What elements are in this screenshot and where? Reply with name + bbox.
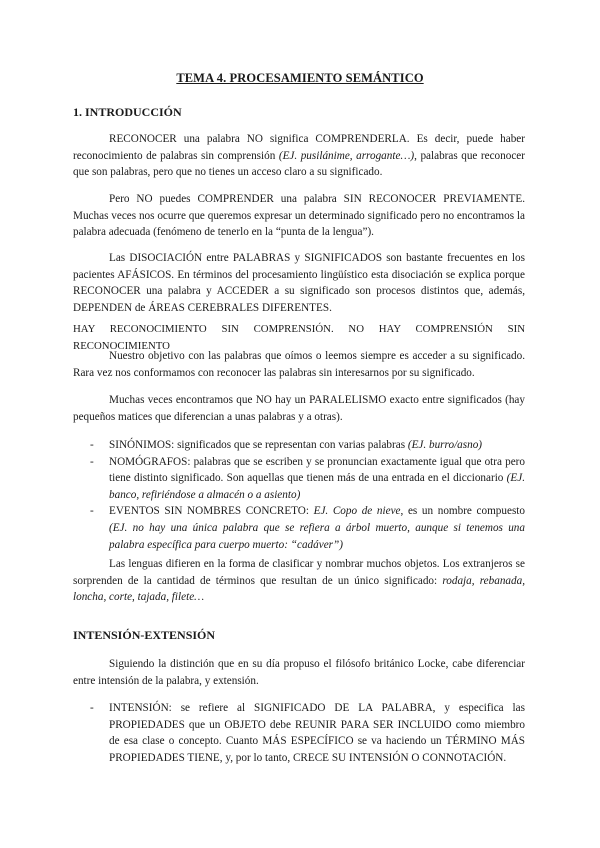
example-text: (EJ. no hay una única palabra que se refiera a árbol muerto, aunque si tenemos una palabra específica para cuerpo muerto: “cadáver”)	[109, 521, 525, 551]
paragraph-caps-statement: HAY RECONOCIMIENTO SIN COMPRENSIÓN. NO HAY COMPRENSIÓN SIN RECONOCIMIENTO	[73, 323, 525, 352]
example-text: (EJ. pusilánime, arrogante…)	[278, 149, 415, 162]
list-item-sinonimos	[73, 437, 525, 454]
text-run: INTENSIÓN: se refiere al SIGNIFICADO DE LA PALABRA, y especifica las PROPIEDADES que un OBJETO debe REUNIR PARA SER INCLUIDO como miembro de esa clase o concepto. Cuanto MÁS ESPECÍFICO se va haciendo un TÉRMINO MÁS PROPIEDADES TIENE, y, por lo tanto, CRECE SU INTENSIÓN O CONNOTACIÓN.	[109, 702, 525, 764]
list-dash: -	[90, 505, 94, 518]
page-title: TEMA 4. PROCESAMIENTO SEMÁNTICO	[176, 71, 424, 85]
paragraph-reconocer	[73, 131, 525, 181]
list-item-nomografos	[73, 454, 525, 504]
section-heading-intension-extension: INTENSIÓN-EXTENSIÓN	[73, 628, 216, 642]
list-dash: -	[90, 439, 94, 451]
example-text: EJ. Copo de nieve	[313, 505, 401, 518]
paragraph-disociacion: Las DISOCIACIÓN entre PALABRAS y SIGNIFICADOS son bastante frecuentes en los pacientes AFÁSICOS. En términos del procesamiento lingüístico esta disociación se explica porque RECONOCER una palabra y ACCEDER a su significado son procesos distintos que, además, DEPENDEN de ÁREAS CEREBRALES DIFERENTES.	[73, 252, 525, 314]
example-text: rodaja, rebanada, loncha, corte, tajada, filete…	[73, 574, 525, 604]
list-dash: -	[90, 455, 94, 468]
intension-list	[73, 700, 525, 766]
paragraph-objetivo: Nuestro objetivo con las palabras que oímos o leemos siempre es acceder a su significado. Rara vez nos conformamos con reconocer las palabras sin interesarnos por su significado.	[73, 350, 525, 379]
text-run: SINÓNIMOS: significados que se representan con varias palabras	[109, 439, 408, 451]
text-run: , palabras que reconocer que son palabras, pero que no tienes un acceso claro a su significado.	[73, 149, 525, 179]
paragraph-lenguas	[73, 556, 525, 606]
text-run: Las lenguas difieren en la forma de clasificar y nombrar muchos objetos. Los extranjeros se sorprenden de la cantidad de términos que resultan de un único significado:	[73, 558, 525, 587]
list-item-intension	[73, 700, 525, 766]
text-run: RECONOCER una palabra NO significa COMPRENDERLA. Es decir, puede haber reconocimiento de palabras sin comprensión	[73, 133, 525, 162]
example-text: (EJ. banco, refiriéndose a almacén o a asiento)	[109, 472, 525, 501]
text-run: , es un nombre compuesto	[400, 505, 525, 518]
paragraph-locke: Siguiendo la distinción que en su día propuso el filósofo británico Locke, cabe diferenciar entre intensión de la palabra, y extensión.	[73, 658, 525, 687]
text-run: NOMÓGRAFOS: palabras que se escriben y se pronuncian exactamente igual que otra pero tiene distinto significado. Son aquellas que tienen más de una entrada en el diccionario	[109, 455, 525, 485]
paragraph-comprender: Pero NO puedes COMPRENDER una palabra SIN RECONOCER PREVIAMENTE. Muchas veces nos ocurre que queremos expresar un determinado significado pero no encontramos la palabra adecuada (fenómeno de tenerlo en la “punta de la lengua”).	[73, 193, 525, 239]
section-heading-introduccion: 1. INTRODUCCIÓN	[73, 105, 182, 119]
paragraph-paralelismo: Muchas veces encontramos que NO hay un PARALELISMO exacto entre significados (hay pequeños matices que diferencian a unas palabras y a otras).	[73, 394, 525, 423]
example-text: (EJ. burro/asno)	[407, 439, 483, 451]
list-dash: -	[90, 702, 94, 714]
list-item-eventos	[73, 503, 525, 553]
text-run: EVENTOS SIN NOMBRES CONCRETO:	[109, 505, 314, 518]
meaning-types-list	[73, 437, 525, 553]
